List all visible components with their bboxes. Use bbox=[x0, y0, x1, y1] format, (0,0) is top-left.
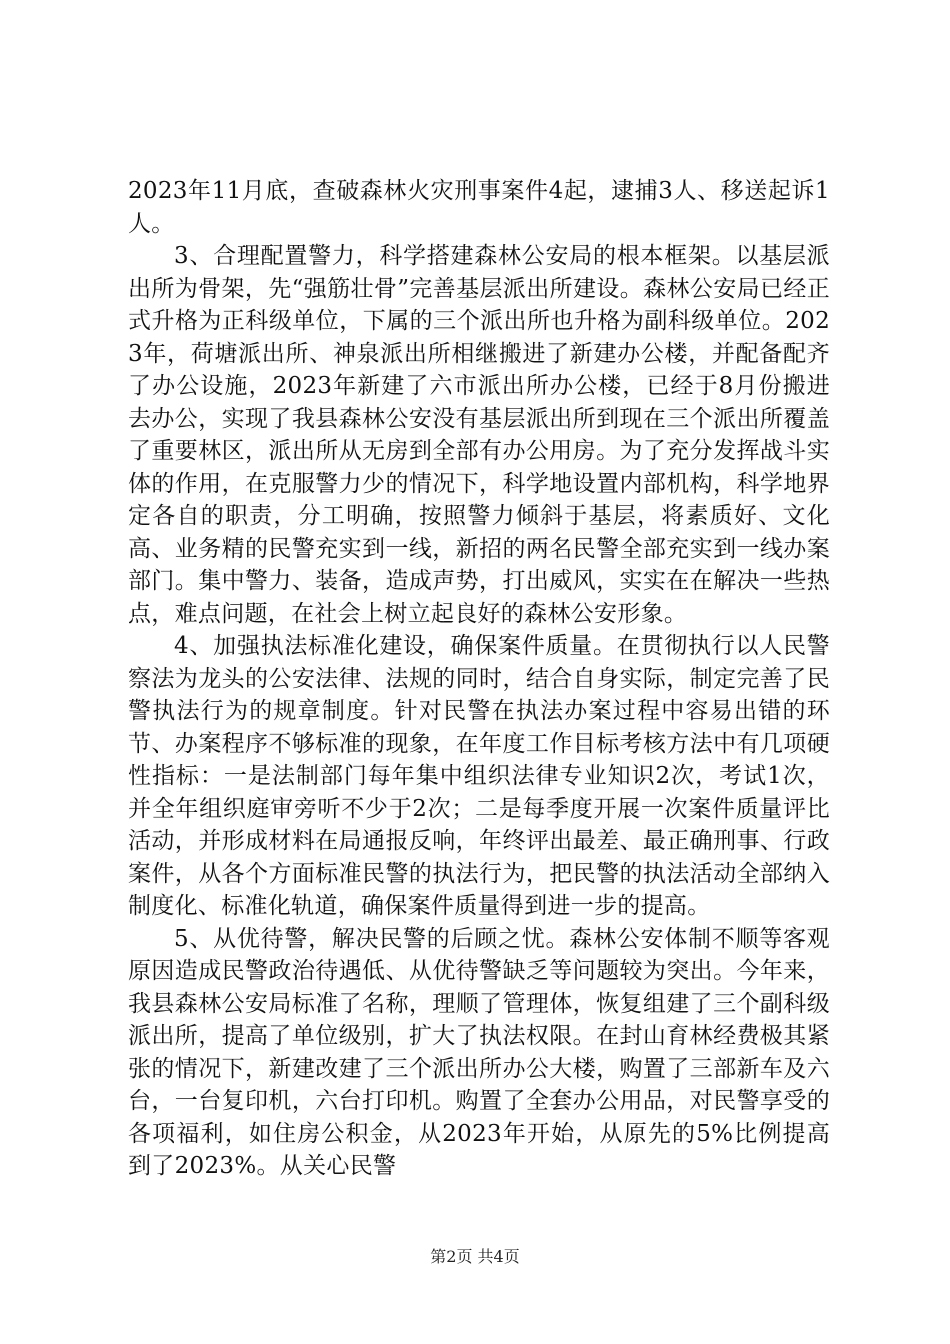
paragraph-item-3: 3、合理配置警力，科学搭建森林公安局的根本框架。以基层派出所为骨架，先“强筋壮骨”完善基层派出所建设。森林公安局已经正式升格为正科级单位，下属的三个派出所也升格为副科级单位。2023年，荷塘派出所、神泉派出所相继搬进了新建办公楼，并配备配齐了办公设施，2023年新建了六市派出所办公楼，已经于8月份搬进去办公，实现了我县森林公安没有基层派出所到现在三个派出所覆盖了重要林区，派出所从无房到全部有办公用房。为了充分发挥战斗实体的作用，在克服警力少的情况下，科学地设置内部机构，科学地界定各自的职责，分工明确，按照警力倾斜于基层，将素质好、文化高、业务精的民警充实到一线，新招的两名民警全部充实到一线办案部门。集中警力、装备，造成声势，打出威风，实实在在解决一些热点，难点问题，在社会上树立起良好的森林公安形象。 bbox=[128, 243, 830, 627]
document-body bbox=[128, 175, 830, 1183]
page-number-footer: 第2页 共4页 bbox=[430, 1247, 520, 1266]
paragraph-continuation: 2023年11月底，查破森林火灾刑事案件4起，逮捕3人、移送起诉1人。 bbox=[128, 178, 830, 237]
paragraph-item-5: 5、从优待警，解决民警的后顾之忧。森林公安体制不顺等客观原因造成民警政治待遇低、从优待警缺乏等问题较为突出。今年来，我县森林公安局标准了名称，理顺了管理体，恢复组建了三个副科级派出所，提高了单位级别，扩大了执法权限。在封山育林经费极其紧张的情况下，新建改建了三个派出所办公大楼，购置了三部新车及六台，一台复印机，六台打印机。购置了全套办公用品，对民警享受的各项福利，如住房公积金，从2023年开始，从原先的5%比例提高到了2023%。从关心民警 bbox=[128, 925, 830, 1179]
paragraph-item-4: 4、加强执法标准化建设，确保案件质量。在贯彻执行以人民警察法为龙头的公安法律、法规的同时，结合自身实际，制定完善了民警执法行为的规章制度。针对民警在执法办案过程中容易出错的环节、办案程序不够标准的现象，在年度工作目标考核方法中有几项硬性指标：一是法制部门每年集中组织法律专业知识2次，考试1次，并全年组织庭审旁听不少于2次；二是每季度开展一次案件质量评比活动，并形成材料在局通报反响，年终评出最差、最正确刑事、行政案件，从各个方面标准民警的执法行为，把民警的执法活动全部纳入制度化、标准化轨道，确保案件质量得到进一步的提高。 bbox=[128, 633, 830, 919]
